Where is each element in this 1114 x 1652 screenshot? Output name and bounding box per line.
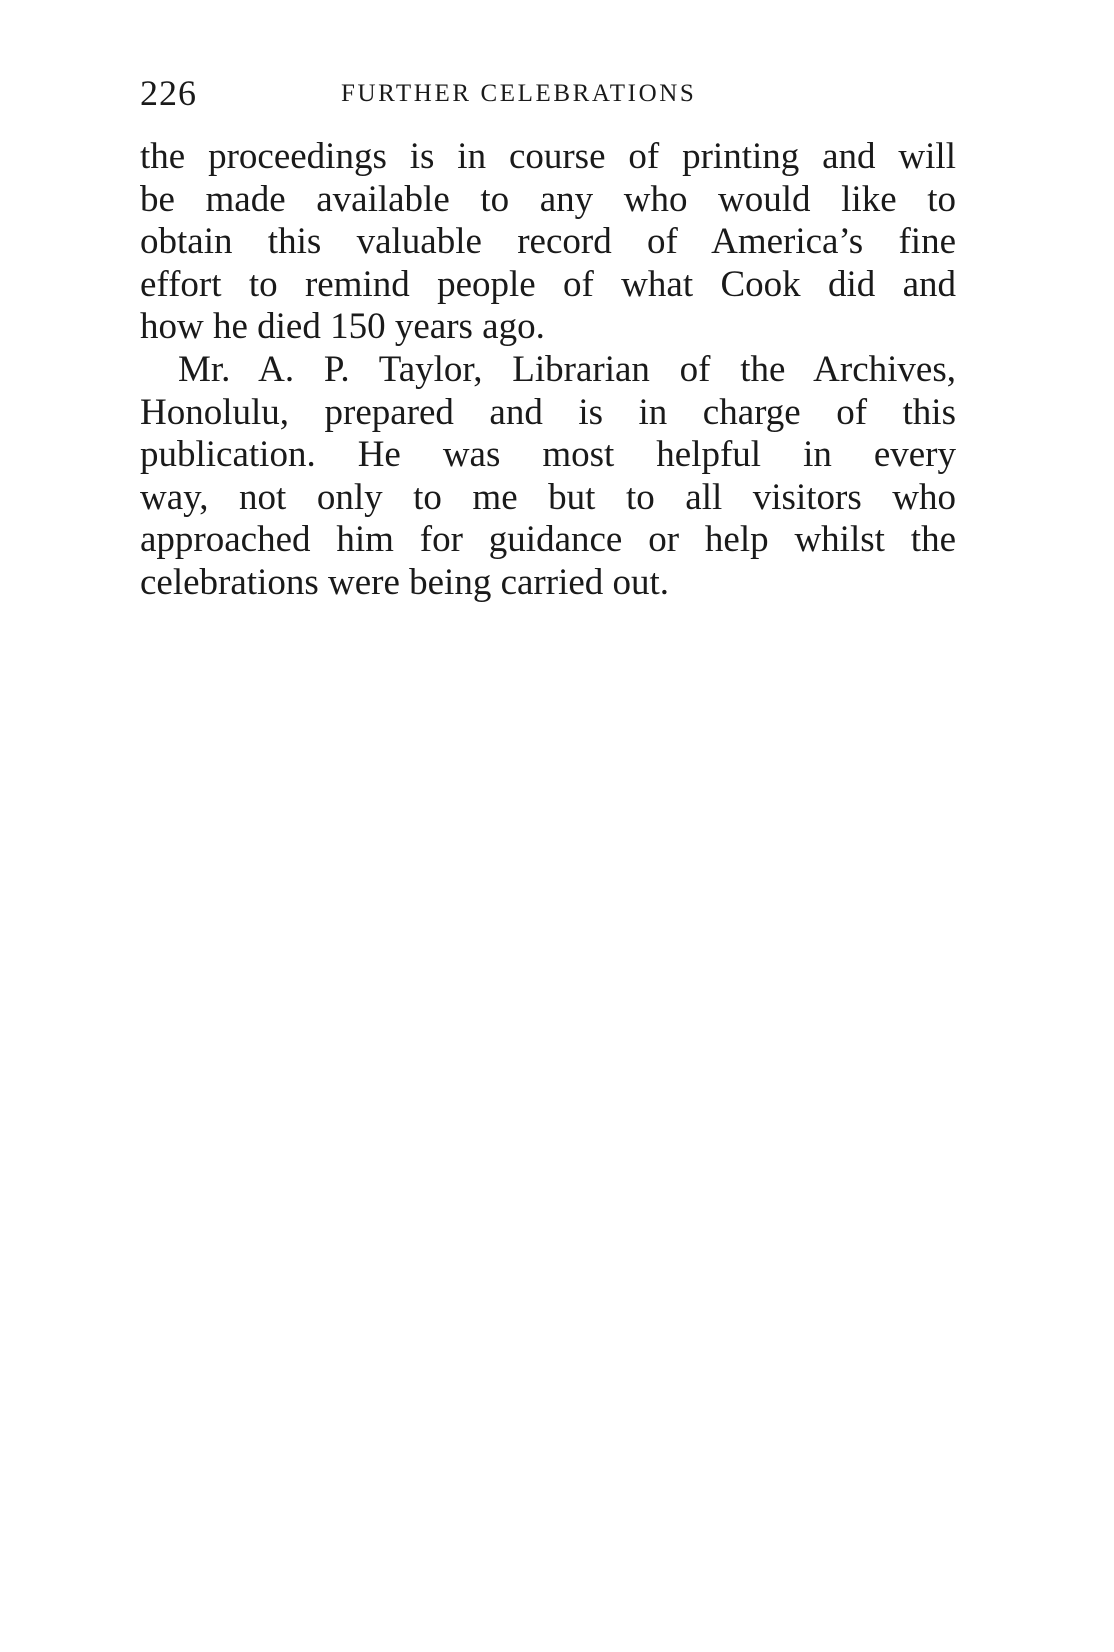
page-number: 226 [140, 73, 197, 113]
text-line: be made available to any who would like to [140, 178, 956, 220]
text-line: way, not only to me but to all visitors who [140, 476, 956, 518]
text-line: publication. He was most helpful in every [140, 434, 956, 476]
body-text [140, 136, 956, 605]
text-line: celebrations were being carried out. [140, 561, 670, 603]
text-line: how he died 150 years ago. [140, 306, 545, 348]
paragraph-2 [140, 349, 956, 605]
text-line: effort to remind people of what Cook did and [140, 263, 956, 305]
text-line: Honolulu, prepared and is in charge of this [140, 391, 956, 433]
running-title: FURTHER CELEBRATIONS [341, 80, 697, 107]
text-line: obtain this valuable record of America’s fine [140, 221, 956, 263]
text-line: Mr. A. P. Taylor, Librarian of the Archives, [178, 348, 956, 390]
text-line: approached him for guidance or help whilst the [140, 519, 956, 561]
text-line: the proceedings is in course of printing and will [140, 136, 956, 177]
running-head [140, 72, 960, 112]
paragraph-1 [140, 136, 956, 349]
